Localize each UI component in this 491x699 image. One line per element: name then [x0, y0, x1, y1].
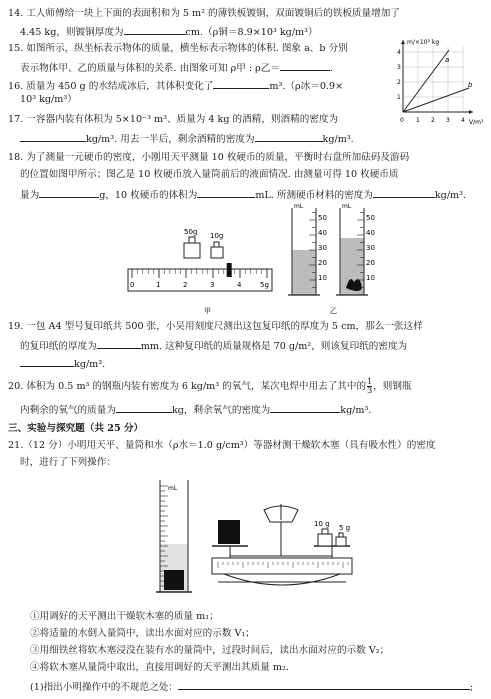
fig15-ytick: 4	[397, 49, 401, 56]
q20-answer-blank-2[interactable]	[270, 402, 340, 413]
fig18-cylinder-after	[336, 208, 368, 295]
q20-fraction	[367, 378, 372, 395]
fig15-xtick: 4	[461, 117, 465, 124]
fig21-cyl-unit: mL	[168, 485, 178, 492]
q21-step1: ①用调好的天平测出干燥软木塞的质量 m₁；	[30, 611, 219, 622]
q14-line1: 14. 工人师傅给一块上下面的表面积和为 5 m² 的薄铁板镀铜，双面镀铜后的铁板质量增加了	[8, 8, 400, 19]
q20-fraction-denominator: 3	[367, 386, 373, 395]
q21-step2: ②将适量的水倒入量筒中，读出水面对应的示数 V₁；	[30, 628, 255, 639]
fig18-cyl-tick-label: 50	[366, 214, 375, 222]
fig18-scale-tick-label: 0	[130, 281, 135, 289]
q17-answer-blank-2[interactable]	[255, 131, 323, 142]
q15-period: .	[330, 63, 334, 74]
fig18-cyl-tick-label: 30	[366, 244, 375, 252]
q15-line2-text: 表示物体甲、乙的质量与体积的关系. 由图象可知 ρ甲 : ρ乙＝	[20, 63, 281, 74]
q16-line1	[8, 78, 343, 93]
q18-answer-blank-3[interactable]	[373, 187, 435, 198]
fig18-cylinder-before	[288, 208, 320, 295]
fig21-balance	[204, 500, 374, 600]
fig15-xtick: 0	[400, 117, 404, 124]
fig18-scale-tick-label: 5g	[260, 281, 269, 289]
q21-line2: 时，进行了下列操作：	[20, 457, 116, 468]
fig15-ytick: 3	[397, 64, 401, 71]
fig18-cyl-tick-label: 40	[318, 229, 327, 237]
fig15-grid	[403, 46, 463, 112]
q14-line2-unit: cm.（ρ铜＝8.9×10³ kg/m³）	[185, 27, 318, 38]
fig18-weight-10g-label: 10g	[210, 232, 224, 240]
q20-line2-text: 内剩余的氧气的质量为	[20, 405, 116, 416]
q16-answer-blank[interactable]	[213, 78, 269, 89]
fig15-xtick: 3	[446, 117, 450, 124]
q19-answer-blank-1[interactable]	[97, 338, 141, 349]
fig15-ytick: 1	[397, 94, 401, 101]
q18-line1: 18. 为了测量一元硬币的密度，小刚用天平测量 10 枚硬币的质量，平衡时右盘所加砝码及游码	[8, 152, 410, 163]
fig18-jia-balance	[126, 205, 286, 315]
q16-line2: 10³ kg/m³）	[20, 94, 77, 105]
q17-line2	[20, 131, 354, 146]
fig18-beam-scale	[128, 269, 272, 291]
fig15-series-b-label: b	[468, 81, 473, 89]
q19-line3	[20, 356, 105, 371]
fig18-label-yi: 乙	[330, 307, 337, 315]
q17-line2-unit: kg/m³.	[322, 134, 354, 145]
q18-answer-blank-2[interactable]	[197, 187, 255, 198]
fig15-xlabel: V/m³	[469, 119, 484, 126]
fig18-cyl-tick-label: 10	[366, 274, 375, 282]
fig18-scale-tick-label: 4	[237, 281, 242, 289]
q18-answer-blank-1[interactable]	[39, 187, 99, 198]
fig18-scale-tick-label: 1	[156, 281, 161, 289]
q18-line3-text-b: g，10 枚硬币的体积为	[99, 190, 198, 201]
q15-line1: 15. 如图所示，纵坐标表示物体的质量，横坐标表示物体的体积. 图象 a、b 分别	[8, 43, 348, 54]
q21-step4: ④将软木塞从量筒中取出，直接用调好的天平测出其质量 m₂.	[30, 662, 289, 673]
q21-sub1	[30, 679, 473, 694]
q21-sub1-semicolon: ;	[469, 682, 474, 693]
q18-line3	[20, 187, 466, 202]
q14-answer-blank[interactable]	[124, 24, 186, 35]
fig18-scale-tick-label: 3	[210, 281, 215, 289]
q18-line2: 的位置如图甲所示；图乙是 10 枚硬币放入量筒前后的液面情况. 由测量可得 10 枚硬币质	[20, 169, 399, 180]
fig15-ylabel: m/×10³ kg	[407, 39, 440, 46]
fig18-rider	[227, 263, 232, 277]
fig18-cyl-tick-label: 20	[366, 259, 375, 267]
q21-line1: 21.（12 分）小明用天平、量筒和水（ρ水＝1.0 g/cm³）等器材测干燥软木塞（具有吸水性）的密度	[8, 440, 436, 451]
fig18-cyl-tick-label: 50	[318, 214, 327, 222]
q20-line1	[8, 378, 412, 395]
q16-line1-text: 16. 质量为 450 g 的水结成冰后，其体积变化了	[8, 81, 214, 92]
fig15-xtick: 1	[416, 117, 420, 124]
section3-heading: 三、实验与探究题（共 25 分）	[8, 423, 144, 434]
fig18-cyl-tick-label: 10	[318, 274, 327, 282]
fig18-yi-cylinders	[284, 200, 394, 315]
q19-answer-blank-2[interactable]	[20, 356, 74, 367]
q21-sub1-answer-blank[interactable]	[178, 679, 470, 690]
q21-step3: ③用细铁丝将软木塞浸没在装有水的量筒中，过段时间后，读出水面对应的示数 V₂；	[30, 645, 390, 656]
q17-answer-blank-1[interactable]	[20, 131, 86, 142]
fig18-cyl-tick-label: 40	[366, 229, 375, 237]
fig15-mass-volume-graph	[389, 36, 485, 132]
q20-line1-text: 20. 体积为 0.5 m³ 的钢瓶内装有密度为 6 kg/m³ 的氧气，某次电焊中用去了其中的	[8, 381, 367, 392]
fig18-cyl-tick-label: 30	[318, 244, 327, 252]
fig21-cork-on-pan	[218, 520, 240, 544]
q20-line2-unit: kg/m³.	[340, 405, 372, 416]
q20-fraction-numerator: 1	[367, 377, 373, 386]
q19-line2	[20, 338, 407, 353]
fig15-axis-arrows	[401, 40, 473, 114]
fig21-weight-5g-label: 5 g	[339, 524, 351, 532]
q21-sub1-text: (1)指出小明操作中的不规范之处：	[30, 682, 178, 693]
q14-line2-text: 4.45 kg，则镀铜厚度为	[20, 27, 124, 38]
q18-line3-text-c: mL. 所测硬币材料的密度为	[255, 190, 373, 201]
fig18-label-jia: 甲	[204, 307, 211, 315]
q20-line1-text-b: ，则钢瓶	[373, 381, 412, 392]
fig18-scale-tick-label: 2	[183, 281, 188, 289]
q20-line2-text-b: kg，剩余氧气的密度为	[171, 405, 271, 416]
fig18-cyl-tick-label: 20	[318, 259, 327, 267]
q19-line3-unit: kg/m³.	[74, 359, 106, 370]
q16-line1-unit: m³.（ρ冰＝0.9×	[269, 81, 344, 92]
q18-line3-unit: kg/m³.	[434, 190, 467, 201]
q15-answer-blank[interactable]	[280, 60, 330, 71]
fig18-weight-50g	[184, 237, 200, 258]
fig18-cyl-unit-after: mL	[342, 203, 352, 210]
fig21-weight-10g-label: 10 g	[314, 520, 330, 528]
fig15-series-a-label: a	[445, 56, 450, 64]
fig21-cork-in-water	[164, 570, 184, 590]
fig15-series-a-line	[403, 50, 449, 112]
q15-line2	[20, 60, 333, 75]
fig21-weight-10g	[318, 529, 332, 546]
q18-line3-text-a: 量为	[20, 190, 40, 201]
fig15-xtick: 2	[431, 117, 435, 124]
fig21-cylinder	[150, 474, 200, 604]
q17-line2-text: kg/m³. 用去一半后，剩余酒精的密度为	[86, 134, 255, 145]
fig18-weight-10g	[211, 242, 223, 258]
q20-answer-blank-1[interactable]	[116, 402, 172, 413]
q19-line2-text-b: mm. 这种复印纸的质量规格是 70 g/m²，则该复印纸的密度为	[140, 341, 408, 352]
fig21-weight-5g	[336, 533, 346, 546]
fig18-weight-50g-label: 50g	[184, 228, 198, 236]
fig15-ytick: 2	[397, 79, 401, 86]
q19-line1: 19. 一包 A4 型号复印纸共 500 张，小吴用刻度尺测出这包复印纸的厚度为 5 cm，那么一张这样	[8, 321, 423, 332]
q17-line1: 17. 一容器内装有体积为 5×10⁻³ m³、质量为 4 kg 的酒精，则酒精的密度为	[8, 114, 339, 125]
q19-line2-text: 的复印纸的厚度为	[20, 341, 97, 352]
q20-line2	[20, 402, 371, 417]
fig15-series-b-line	[403, 88, 469, 112]
fig18-cyl-unit-before: mL	[294, 203, 304, 210]
q14-line2	[20, 24, 318, 39]
